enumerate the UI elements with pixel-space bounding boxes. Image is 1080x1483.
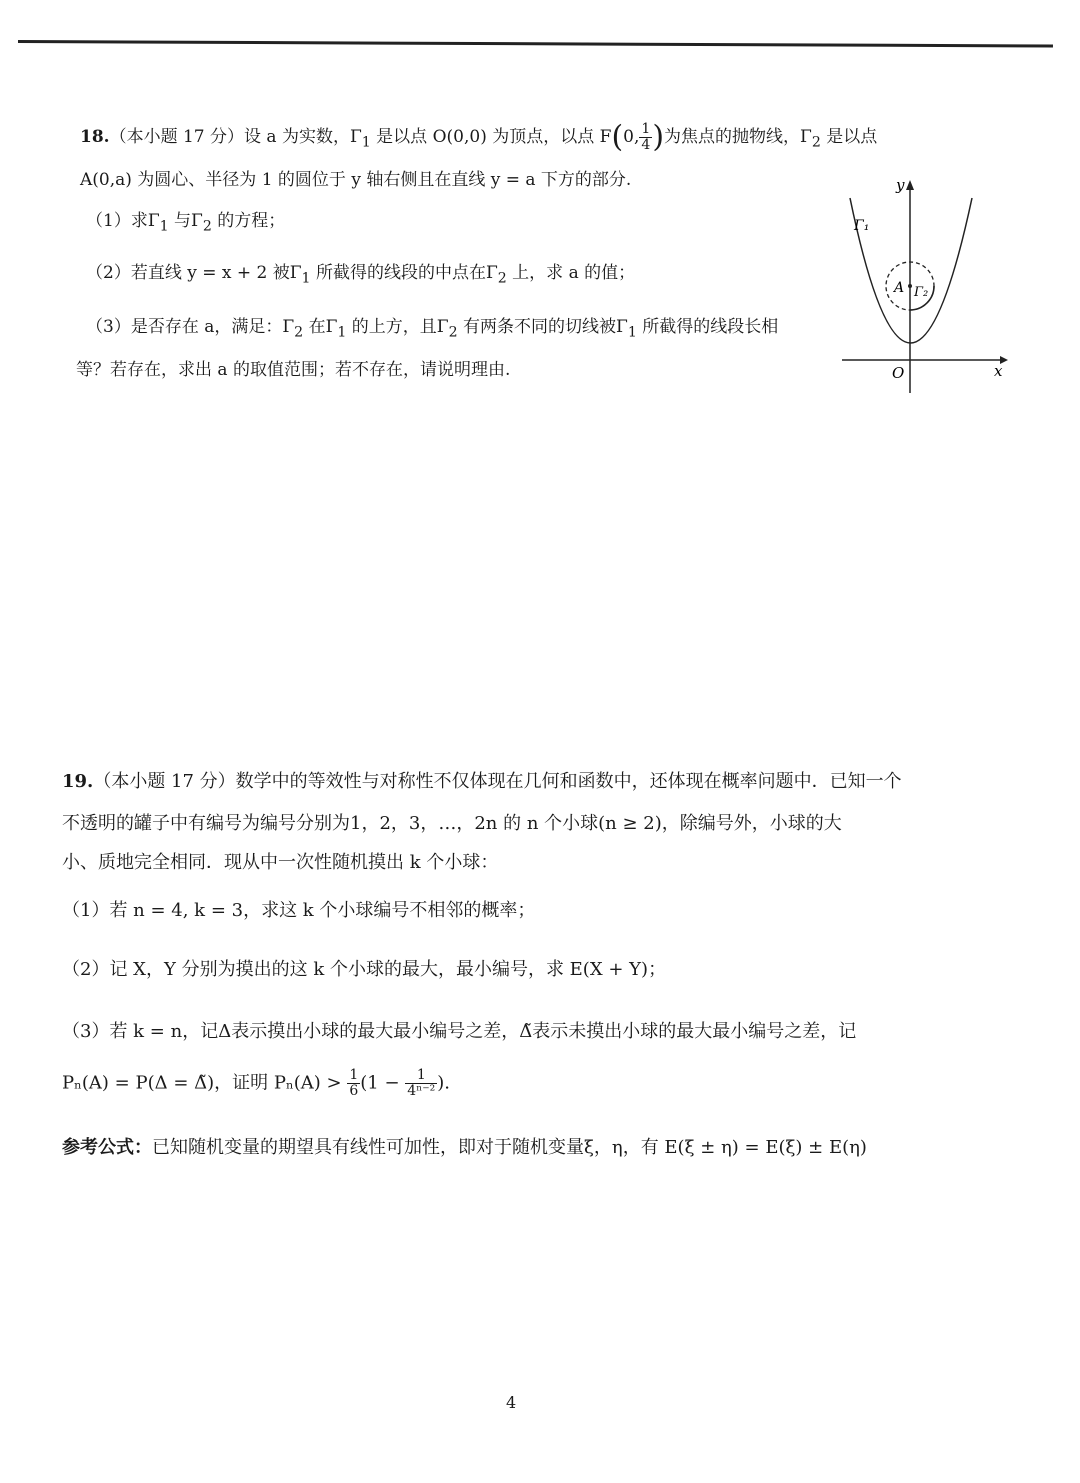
reference-text: 已知随机变量的期望具有线性可加性，即对于随机变量ξ，η，有 E(ξ ± η) = E(ξ) ± E(η): [152, 1137, 867, 1158]
q19-p3-line2a: Pₙ(A) = P(Δ = Δ̃)，证明 Pₙ(A) >: [62, 1072, 342, 1094]
parabola-figure: [838, 168, 1018, 398]
q18-p3-sub-c: 2: [448, 324, 458, 341]
q19-number: 19.: [62, 771, 94, 792]
q18-p3-sub-a: 2: [294, 324, 304, 341]
q18-p1-sub-b: 2: [202, 218, 212, 235]
fraction-one-over-power: [405, 1068, 437, 1099]
q18-p1a: （1）求Γ: [86, 211, 160, 231]
q18-l1d: 为焦点的抛物线，Γ: [664, 127, 812, 147]
q18-p2c: 所截得的线段的中点在Γ: [310, 263, 498, 283]
q19-part-3-line-2: [62, 1068, 450, 1099]
q18-p3i: 所截得的线段长相: [636, 317, 779, 337]
fraction-one-sixth: [347, 1068, 360, 1099]
q19-part-3: （3）若 k = n，记Δ表示摸出小球的最大最小编号之差，Δ̃表示未摸出小球的最大最小编号之差，记: [62, 1021, 857, 1042]
q18-part-3: [86, 315, 778, 344]
q18-sub-1: 1: [361, 134, 371, 151]
x-axis-label: x: [994, 362, 1003, 380]
q18-p2e: 上，求 a 的值；: [506, 263, 636, 283]
q19-line-1: [62, 770, 902, 794]
gamma2-label: Γ₂: [914, 285, 929, 300]
q18-p1e: 的方程；: [211, 211, 286, 231]
reference-formula: [62, 1136, 867, 1160]
q18-p3g: 有两条不同的切线被Γ: [457, 317, 628, 337]
q18-l1c: 是以点 O(0,0) 为顶点，以点 F: [370, 127, 612, 147]
q19-part-2: （2）记 X，Y 分别为摸出的这 k 个小球的最大，最小编号，求 E(X + Y)；: [62, 959, 667, 980]
reference-label: 参考公式：: [62, 1137, 152, 1158]
q18-l1f: 是以点: [820, 127, 878, 147]
gamma1-label: Γ₁: [854, 218, 870, 234]
q18-number: 18.: [80, 127, 110, 147]
q19-p3-end: ).: [437, 1072, 451, 1094]
q18-line-1: [80, 119, 878, 155]
focus-x: 0,: [623, 127, 640, 147]
q18-p1-sub-a: 1: [159, 218, 169, 235]
q18-line-2: A(0,a) 为圆心、半径为 1 的圆位于 y 轴右侧且在直线 y = a 下方的部分.: [80, 170, 632, 190]
page-number: 4: [506, 1393, 517, 1412]
q18-p1c: 与Γ: [168, 211, 203, 231]
q18-p3-sub-b: 1: [337, 324, 347, 341]
q18-p2-sub-b: 2: [497, 270, 507, 287]
q18-l1a: （本小题 17 分）设 a 为实数，Γ: [109, 127, 362, 147]
origin-label: O: [892, 364, 905, 382]
q19-part-1: （1）若 n = 4, k = 3，求这 k 个小球编号不相邻的概率；: [62, 900, 536, 921]
q18-part-3-line-2: 等？若存在，求出 a 的取值范围；若不存在，请说明理由.: [76, 360, 511, 380]
q18-p3c: 在Γ: [303, 317, 338, 337]
q18-p3-sub-d: 1: [627, 324, 637, 341]
frac1-denominator: 6: [349, 1083, 359, 1099]
q18-part-1: [86, 209, 285, 238]
frac1-numerator: 1: [349, 1067, 359, 1083]
q19-p3-mid: (1 −: [360, 1072, 400, 1094]
frac2-denominator: 4ⁿ⁻²: [407, 1083, 436, 1099]
q19-line-3: 小、质地完全相同．现从中一次性随机摸出 k 个小球：: [62, 852, 499, 873]
focus-denominator: 4: [641, 137, 651, 153]
y-axis-label: y: [896, 176, 905, 194]
focus-close-paren: ): [652, 119, 665, 155]
q18-p2a: （2）若直线 y = x + 2 被Γ: [86, 263, 302, 283]
q18-sub-2: 2: [811, 134, 821, 151]
q19-l1: （本小题 17 分）数学中的等效性与对称性不仅体现在几何和函数中，还体现在概率问题中．已知一个: [93, 771, 902, 792]
q18-part-2: [86, 261, 635, 290]
center-point-a: [908, 284, 912, 288]
focus-fraction: [639, 122, 652, 153]
q18-p3a: （3）是否存在 a，满足：Γ: [86, 317, 295, 337]
frac2-numerator: 1: [405, 1068, 437, 1084]
top-rule: [18, 40, 1053, 48]
y-axis-arrow: [906, 180, 914, 190]
a-label: A: [894, 280, 905, 296]
q18-p2-sub-a: 1: [301, 270, 311, 287]
focus-open-paren: (: [611, 119, 624, 155]
q18-p3e: 的上方，且Γ: [346, 317, 449, 337]
q19-line-2: 不透明的罐子中有编号为编号分别为1，2，3，…，2n 的 n 个小球(n ≥ 2)，除编号外，小球的大: [62, 813, 842, 834]
focus-numerator: 1: [641, 121, 651, 137]
